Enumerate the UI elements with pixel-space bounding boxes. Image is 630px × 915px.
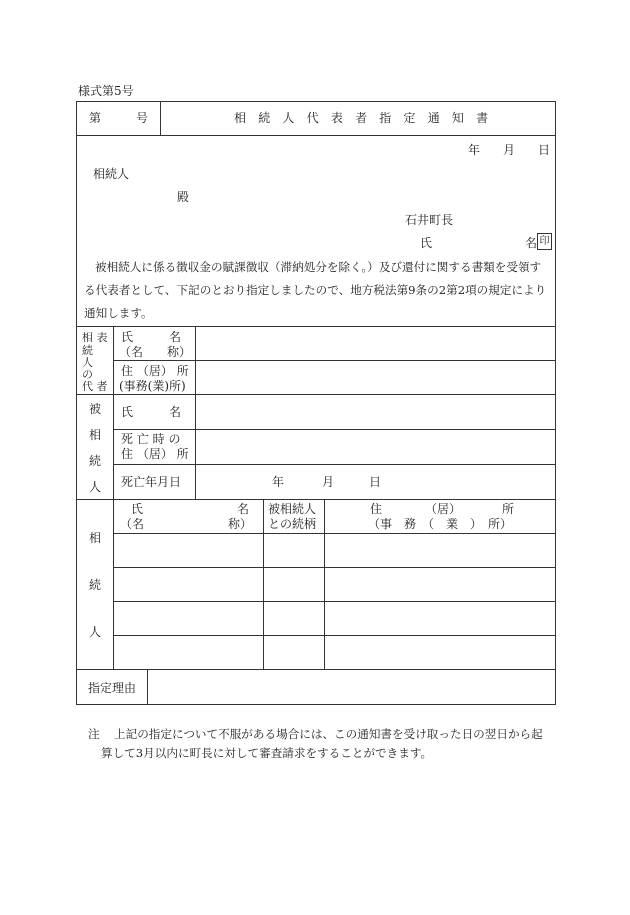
border-right	[555, 101, 556, 705]
death-date-year: 年	[272, 475, 285, 489]
heirs-address-header-4: （事 務 （ 業 ） 所）	[368, 517, 513, 531]
number-label: 第	[89, 111, 102, 125]
honorific: 殿	[177, 190, 190, 204]
heir-3-name-field[interactable]	[114, 602, 263, 635]
death-date-day: 日	[369, 475, 382, 489]
date-day: 日	[538, 143, 551, 157]
sender-name-left: 氏	[420, 236, 433, 250]
heir-4-address-field[interactable]	[325, 636, 555, 669]
border-left	[76, 101, 77, 705]
deceased-row-line-2	[113, 464, 556, 465]
border-top	[76, 101, 556, 102]
deceased-name-label: 氏 名	[121, 405, 182, 419]
heir-4-relation-field[interactable]	[264, 636, 324, 669]
sender-name-right: 名	[525, 236, 538, 250]
date-month: 月	[503, 143, 516, 157]
letter-bottom-line	[76, 326, 556, 327]
note-prefix: 注	[88, 727, 100, 741]
heirs-name-header-1: 氏	[131, 502, 144, 516]
heir-3-relation-field[interactable]	[264, 602, 324, 635]
heir-1-relation-field[interactable]	[264, 534, 324, 567]
heirs-name-header-2: 名	[237, 502, 250, 516]
rep-bottom-line	[76, 394, 556, 395]
note-line-2: 算して3月以内に町長に対して審査請求をすることができます。	[101, 746, 433, 760]
heirs-relation-header-1: 被相続人	[268, 502, 317, 516]
deceased-address-label-2: 住 （居） 所	[121, 447, 189, 461]
heirs-name-header-3: （名	[120, 517, 145, 531]
document-title: 相 続 人 代 表 者 指 定 通 知 書	[234, 111, 493, 125]
reason-label: 指定理由	[88, 681, 137, 695]
rep-address-label-1: 住 （居） 所	[121, 364, 189, 378]
deceased-bottom-line	[76, 499, 556, 500]
date-year: 年	[468, 143, 481, 157]
rep-name-label-1: 氏 名	[121, 330, 182, 344]
rep-label-divider	[113, 326, 114, 500]
heir-4-name-field[interactable]	[114, 636, 263, 669]
body-line-3: 通知します。	[84, 306, 153, 320]
heir-2-name-field[interactable]	[114, 568, 263, 601]
seal-box: 印	[537, 233, 552, 250]
heirs-name-header-4: 称）	[228, 517, 253, 531]
heirs-address-header-1: 住	[370, 502, 383, 516]
addressee-label: 相続人	[93, 167, 130, 181]
deceased-address-label-1: 死 亡 時 の	[121, 432, 181, 446]
rep-address-label-2: (事務(業)所)	[119, 379, 186, 393]
note-line-1: 上記の指定について不服がある場合には、この通知書を受け取った日の翌日から起	[114, 727, 543, 741]
rep-value-divider	[195, 326, 196, 500]
heirs-relation-header-2: との続柄	[268, 517, 317, 531]
reason-field[interactable]	[148, 670, 555, 704]
form-number: 様式第5号	[78, 84, 134, 98]
body-line-1: 被相続人に係る徴収金の賦課徴収（滞納処分を除く。）及び還付に関する書類を受領す	[95, 260, 542, 274]
heir-1-name-field[interactable]	[114, 534, 263, 567]
heir-2-address-field[interactable]	[325, 568, 555, 601]
deceased-date-label: 死亡年月日	[121, 475, 182, 489]
body-line-2: る代表者として、下記のとおり指定しましたので、地方税法第9条の2第2項の規定により	[84, 283, 547, 297]
header-divider	[160, 101, 161, 135]
heir-2-relation-field[interactable]	[264, 568, 324, 601]
header-bottom-line	[76, 135, 556, 136]
rep-row-line	[113, 360, 556, 361]
border-bottom	[76, 704, 556, 705]
rep-name-label-2: （名 称）	[119, 345, 192, 359]
number-suffix: 号	[136, 111, 149, 125]
heir-1-address-field[interactable]	[325, 534, 555, 567]
deceased-row-line-1	[113, 429, 556, 430]
heirs-address-header-3: 所	[502, 502, 515, 516]
heir-3-address-field[interactable]	[325, 602, 555, 635]
death-date-month: 月	[322, 475, 335, 489]
sender-title: 石井町長	[405, 213, 454, 227]
heirs-address-header-2: （居）	[425, 502, 462, 516]
